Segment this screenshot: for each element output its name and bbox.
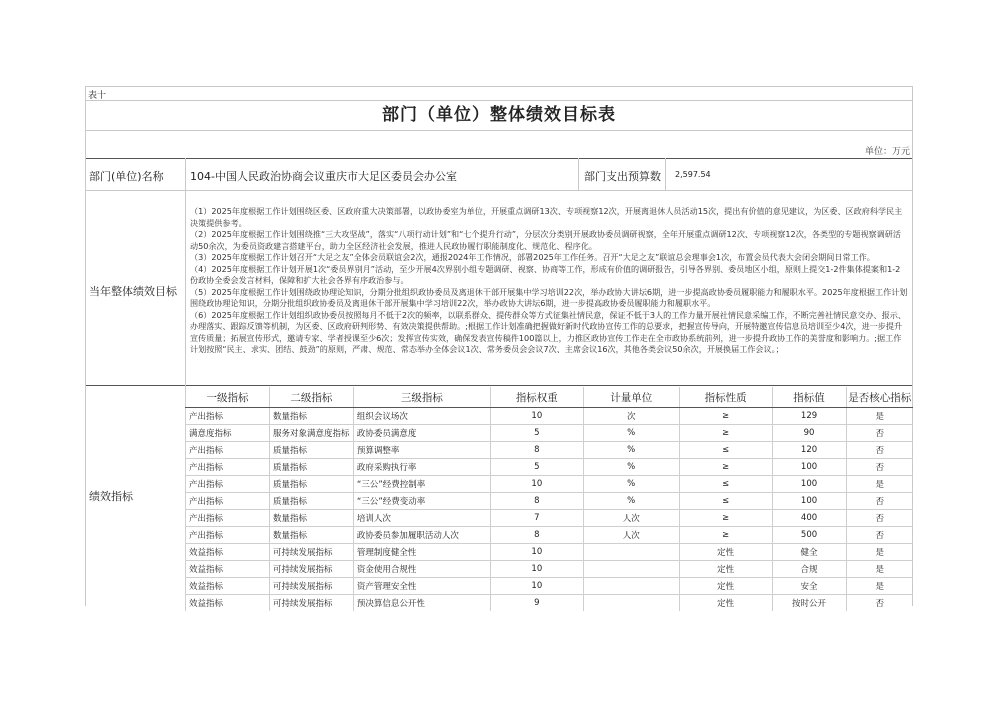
table-cell: 产出指标 [186,493,270,510]
table-cell: 否 [846,510,913,527]
table-cell: 合规 [772,561,846,578]
grid-line [85,190,913,191]
table-row [186,442,914,459]
table-cell: 可持续发展指标 [269,595,353,612]
table-cell: 是 [846,476,913,493]
column-header: 一级指标 [186,387,270,408]
goals-label: 当年整体绩效目标 [89,285,177,298]
page-title: 部门（单位）整体绩效目标表 [382,105,616,125]
budget-value: 2,597.54 [675,170,711,179]
table-row [186,578,914,595]
grid-line [578,158,579,190]
metrics-label: 绩效指标 [89,490,133,503]
goal-paragraph: （5）2025年度根据工作计划围绕政协理论知识，分期分批组织政协委员及离退休干部开展集中学习培训22次，举办政协大讲坛6期，进一步提高政协委员履职能力和履职水平。2025年度根据工作计划围绕政协理论知识，分期分批组织政协委员及离退休干部开展集中学习培训22次，举办政协大讲坛6期，进一步提高政协委员履职能力和履职水平。 [190,286,908,308]
table-cell: 7 [490,510,583,527]
table-cell: 资金使用合规性 [353,561,490,578]
table-cell: 产出指标 [186,527,270,544]
table-cell: % [583,459,679,476]
metrics-table [185,387,913,611]
table-cell: 否 [846,425,913,442]
grid-line [85,158,913,159]
table-cell: ≤ [679,476,772,493]
table-cell: 100 [772,476,846,493]
grid-line [85,86,913,87]
table-cell: 数量指标 [269,408,353,425]
table-cell: 129 [772,408,846,425]
table-cell: % [583,425,679,442]
table-row [186,544,914,561]
table-cell: 10 [490,561,583,578]
table-cell: 9 [490,595,583,612]
table-cell: 预决算信息公开性 [353,595,490,612]
table-cell: 5 [490,425,583,442]
table-cell: 人次 [583,510,679,527]
table-row [186,459,914,476]
goal-paragraph: （2）2025年度根据工作计划围绕推“三大攻坚战”，落实“八项行动计划”和“七个提升行动”，分层次分类别开展政协委员调研视察，全年开展重点调研12次、专项视察12次，各类型的专题视察调研活动50余次，为委员资政建言搭建平台，助力全区经济社会发展，推进人民政协履行职能制度化、规范化、程序化。 [190,229,901,251]
grid-line [665,158,666,190]
table-cell: ≥ [679,408,772,425]
table-cell: 定性 [679,561,772,578]
table-cell: 是 [846,544,913,561]
table-cell: 产出指标 [186,442,270,459]
table-cell: 效益指标 [186,595,270,612]
table-cell [583,544,679,561]
table-cell: 500 [772,527,846,544]
table-cell: “三公”经费变动率 [353,493,490,510]
table-cell: 效益指标 [186,561,270,578]
table-cell: 120 [772,442,846,459]
table-cell: 培训人次 [353,510,490,527]
table-cell: 产出指标 [186,459,270,476]
column-header: 二级指标 [269,387,353,408]
table-cell: ≥ [679,459,772,476]
column-header: 三级指标 [353,387,490,408]
table-cell: ≥ [679,510,772,527]
table-cell: 政协委员参加履职活动人次 [353,527,490,544]
table-cell: 预算调整率 [353,442,490,459]
table-cell: 400 [772,510,846,527]
table-cell: 产出指标 [186,476,270,493]
table-cell: 可持续发展指标 [269,578,353,595]
table-cell: 效益指标 [186,544,270,561]
table-cell: % [583,476,679,493]
table-cell: 资产管理安全性 [353,578,490,595]
goal-paragraph: （1）2025年度根据工作计划围绕区委、区政府重大决策部署，以政协委室为单位，开展重点调研13次、专项视察12次，开展离退休人员活动15次，提出有价值的意见建议，为区委、区政府科学民主决策提供参考。 [190,206,903,228]
table-cell: 按时公开 [772,595,846,612]
budget-label: 部门支出预算数 [584,170,661,183]
table-cell [583,578,679,595]
table-cell: 10 [490,408,583,425]
goals-text [190,206,908,356]
table-row [186,595,914,612]
table-cell: 否 [846,442,913,459]
table-cell: 人次 [583,527,679,544]
table-cell: 否 [846,527,913,544]
unit-label: 单位：万元 [864,147,910,157]
table-cell: 100 [772,459,846,476]
table-header-row [186,387,914,408]
grid-line [85,130,913,131]
goal-paragraph: （3）2025年度根据工作计划召开“大足之友”全体会员联谊会2次，通报2024年工作情况，部署2025年工作任务。召开“大足之友”联谊总会理事会1次，布置会员代表大会闭会期间日常工作。 [190,252,875,262]
table-cell: % [583,493,679,510]
column-header: 指标性质 [679,387,772,408]
table-cell: 100 [772,493,846,510]
table-cell: 5 [490,459,583,476]
sheet-label: 表十 [88,91,107,101]
table-cell: 健全 [772,544,846,561]
column-header: 是否核心指标 [846,387,913,408]
table-cell: 质量指标 [269,442,353,459]
table-cell: 产出指标 [186,510,270,527]
table-cell: 政协委员满意度 [353,425,490,442]
table-cell: 是 [846,578,913,595]
table-cell: 服务对象满意度指标 [269,425,353,442]
table-cell: 可持续发展指标 [269,544,353,561]
table-cell: ≥ [679,425,772,442]
table-cell: 效益指标 [186,578,270,595]
table-cell: 8 [490,527,583,544]
table-cell: 定性 [679,595,772,612]
column-header: 计量单位 [583,387,679,408]
table-cell: 次 [583,408,679,425]
table-row [186,408,914,425]
table-cell: 10 [490,578,583,595]
column-header: 指标权重 [490,387,583,408]
table-cell: 是 [846,408,913,425]
table-cell: 质量指标 [269,476,353,493]
table-cell [583,561,679,578]
table-cell: 政府采购执行率 [353,459,490,476]
table-cell: 满意度指标 [186,425,270,442]
table-row [186,561,914,578]
table-row [186,425,914,442]
table-cell: ≤ [679,442,772,459]
table-row [186,527,914,544]
table-cell: 否 [846,459,913,476]
table-row [186,476,914,493]
table-cell: 质量指标 [269,493,353,510]
goal-paragraph: （6）2025年度根据工作计划组织政协委员按照每月不低于2次的频率，以联系群众、提传群众等方式征集社情民意，保证不低于3人的工作力量开展社情民意采编工作，不断完善社情民意交办、报示、办理落实、跟踪反馈等机制，为区委、区政府研判形势、有效决策提供帮助。;根据工作计划准确把握做好新时代政协宣传工作的总要求，把握宣传导向，开展特邀宣传信息员培训至少4次，进一步提升宣传质量；拓展宣传形式，邀请专家、学者授课至少6次；发挥宣传实效，确保发表宣传稿件100篇以上，力推区政协宣传工作走在全市政协系统前列，进一步提升政协工作的美誉度和影响力。;据工作计划按照“民主、求实、团结、鼓劲”的原则，严肃、规范、常态举办全体会议1次、常务委员会会议7次、主席会议16次，其他各类会议50余次，开展换届工作会议。； [190,309,906,354]
table-cell: ≥ [679,527,772,544]
table-cell: 10 [490,476,583,493]
table-cell: 定性 [679,544,772,561]
table-cell: 质量指标 [269,459,353,476]
grid-line [85,385,913,386]
dept-name-value: 104-中国人民政治协商会议重庆市大足区委员会办公室 [190,170,457,183]
table-cell: 是 [846,561,913,578]
table-cell: % [583,442,679,459]
table-cell: 否 [846,595,913,612]
table-cell: 定性 [679,578,772,595]
table-cell: 数量指标 [269,510,353,527]
column-header: 指标值 [772,387,846,408]
table-cell [583,595,679,612]
table-cell: 安全 [772,578,846,595]
table-row [186,510,914,527]
table-cell: “三公”经费控制率 [353,476,490,493]
grid-line [85,86,86,606]
table-cell: 否 [846,493,913,510]
table-row [186,493,914,510]
table-cell: 可持续发展指标 [269,561,353,578]
table-cell: 管理制度健全性 [353,544,490,561]
dept-name-label: 部门(单位)名称 [89,170,164,183]
goal-paragraph: （4）2025年度根据工作计划开展1次“委员界别月”活动，至少开展4次界别小组专题调研、视察、协商等工作，形成有价值的调研报告，引导各界别、委员地区小组，原则上提交1-2件集体提案和1-2份政协全委会发言材料，保障和扩大社会各界有序政治参与。 [190,263,901,285]
table-cell: 产出指标 [186,408,270,425]
table-cell: 8 [490,493,583,510]
table-cell: 8 [490,442,583,459]
table-cell: ≤ [679,493,772,510]
table-cell: 组织会议场次 [353,408,490,425]
table-cell: 10 [490,544,583,561]
table-cell: 90 [772,425,846,442]
table-cell: 数量指标 [269,527,353,544]
